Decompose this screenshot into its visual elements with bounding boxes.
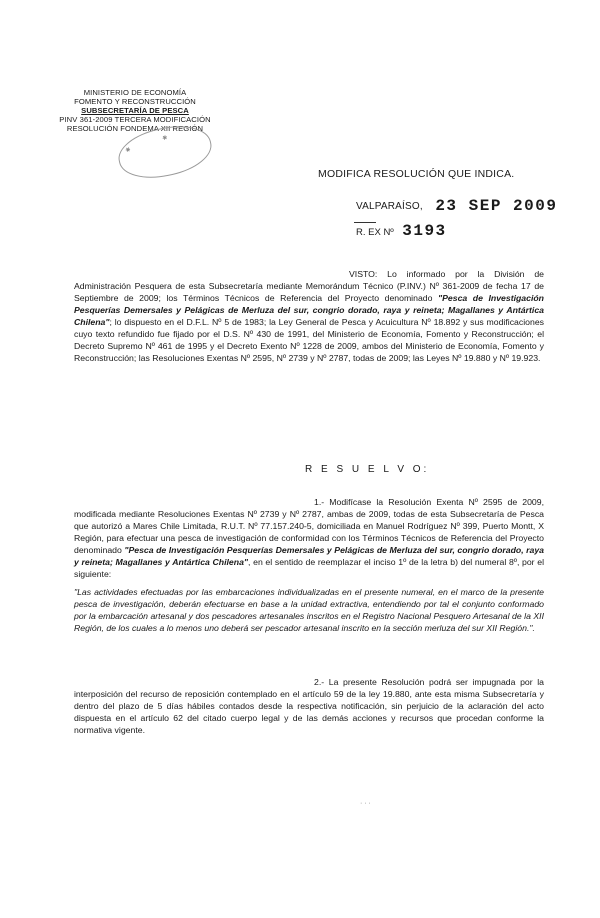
visto-text-2: ; lo dispuesto en el D.F.L. Nº 5 de 1983; la Ley General de Pesca y Acuicultura Nº 18.892 y sus modificaciones cuyo texto refundido fue fijado por el D.S. Nº 430 de 1991, del Ministerio de Economía, Fomento y Reconstrucción; el Decreto Supremo Nº 461 de 1995 y el Decreto Exento Nº 1228 de 2009, ambos del Ministerio de Economía, Fomento y Reconstrucción; las Resoluciones Exentas Nº 2595, Nº 2739 y Nº 2787, todas de 2009; las Leyes Nº 19.880 y Nº 19.923. xyxy=(74,317,544,363)
paragraph-1 xyxy=(74,496,544,580)
page-mark-icon: · · · xyxy=(360,800,371,807)
place-date-line xyxy=(356,196,557,214)
header-line-pinv: PINV 361-2009 TERCERA MODIFICACIÓN xyxy=(59,115,211,124)
p1-project-title: "Pesca de Investigación Pesquerías Demersales y Pelágicas de Merluza del sur, congrio dorado, raya y reineta; Magallanes y Antártica Chilena" xyxy=(74,545,545,567)
header-line-fomento: FOMENTO Y RECONSTRUCCIÓN xyxy=(74,97,196,106)
resuelvo-heading: R E S U E L V O: xyxy=(305,464,430,475)
quoted-replacement-text: "Las actividades efectuadas por las embarcaciones individualizadas en el presente numeral, en el marco de la presente pesca de investigación, deberán efectuarse en base a la unidad extractiva, entendiendo por tal el conjunto conformado por la embarcación artesanal y dos pescadores artesanales inscritos en el Registro Nacional Pesquero Artesanal de la XII Región, de los cuales a lo menos uno deberá ser pescador artesanal inscrito en la sección merluza del sur XII Región.". xyxy=(74,587,544,633)
header-line-ministry: MINISTERIO DE ECONOMÍA xyxy=(83,88,187,97)
resolution-number-line xyxy=(356,222,447,240)
p2-text: 2.- La presente Resolución podrá ser impugnada por la interposición del recurso de reposición contemplado en el artículo 59 de la ley 19.880, ante esta misma Subsecretaría y dentro del plazo de 5 días hábiles contados desde la respectiva notificación, sin perjuicio de la aclaración del acto dispuesta en el artículo 62 del citado cuerpo legal y de las demás acciones y recursos que procedan conforme la normativa vigente. xyxy=(74,677,544,735)
official-stamp-icon: ✱ ✱ xyxy=(114,119,216,185)
visto-text-1: VISTO: Lo informado por la División de Administración Pesquera de esta Subsecretaría mediante Memorándum Técnico (P.INV.) Nº 361-2009 de fecha 17 de Septiembre de 2009; los Términos Técnicos de Referencia del Proyecto denominado xyxy=(74,269,544,303)
header-line-subsecretaria: SUBSECRETARÍA DE PESCA xyxy=(81,106,189,115)
rex-number: 3193 xyxy=(402,222,447,240)
paragraph-2 xyxy=(74,676,544,736)
date-stamp: 23 SEP 2009 xyxy=(435,197,558,215)
visto-project-title: "Pesca de Investigación Pesquerías Demersales y Pelágicas de Merluza del sur, congrio dorado, raya y reineta; Magallanes y Antártica Chilena" xyxy=(74,293,544,327)
document-subject: MODIFICA RESOLUCIÓN QUE INDICA. xyxy=(318,168,515,180)
place-name: VALPARAÍSO, xyxy=(356,201,423,212)
p1-text-1: 1.- Modifícase la Resolución Exenta Nº 2595 de 2009, modificada mediante Resoluciones Exentas Nº 2739 y Nº 2787, ambas de 2009, todas de esta Subsecretaría de Pesca que autorizó a Mares Chile Limitada, R.U.T. Nº 77.157.240-5, domiciliada en Manuel Rodríguez Nº 399, Puerto Montt, X Región, para efectuar una pesca de investigación de conformidad con los Términos Técnicos de Referencia del Proyecto denominado xyxy=(74,497,544,555)
ministry-header xyxy=(50,88,220,133)
header-line-resolucion: RESOLUCIÓN FONDEMA XII REGIÓN xyxy=(66,124,204,133)
p1-text-2: , en el sentido de reemplazar el inciso 1º de la letra b) del numeral 8º, por el siguiente: xyxy=(74,557,545,579)
rex-label: R. EX Nº xyxy=(356,227,394,238)
visto-paragraph xyxy=(74,268,544,364)
